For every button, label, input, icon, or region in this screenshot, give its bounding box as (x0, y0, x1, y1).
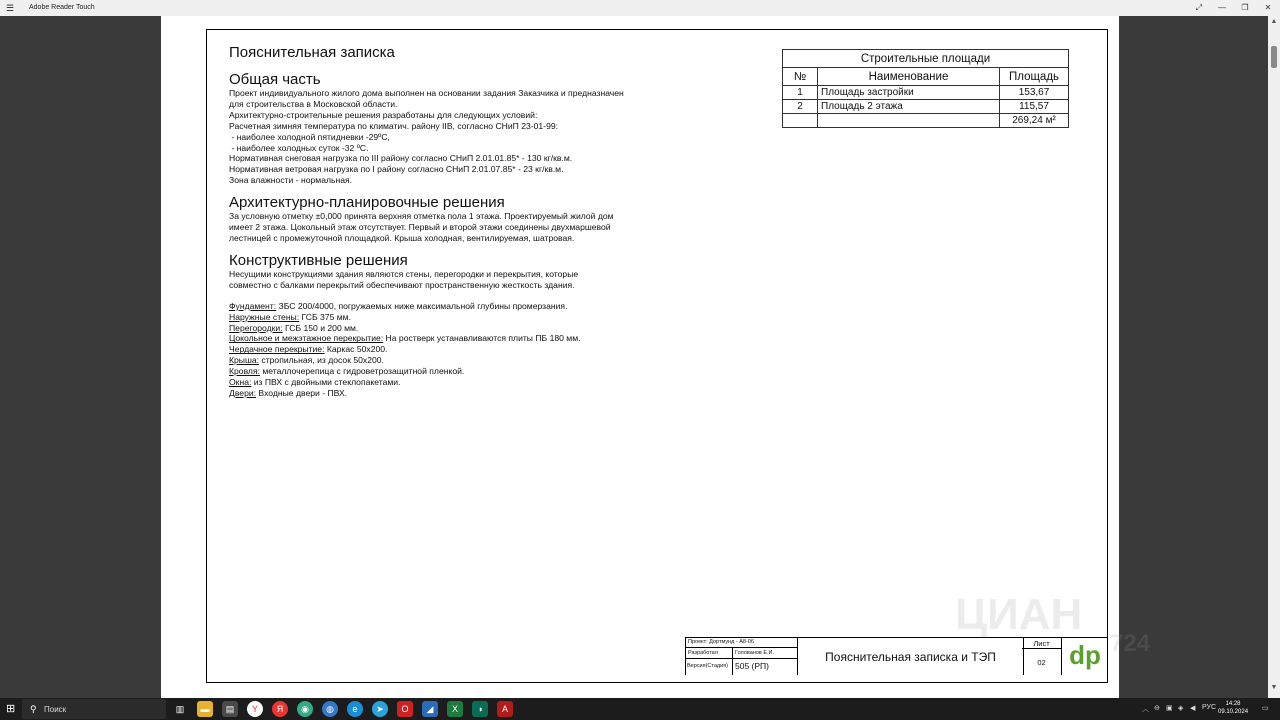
network-icon[interactable]: ◈ (1178, 705, 1184, 712)
spec-line: Двери: Входные двери - ПВХ. (229, 387, 348, 398)
areas-table-caption: Строительные площади (783, 50, 1069, 68)
store-icon[interactable]: ▤ (222, 701, 238, 717)
spec-line: Фундамент: ЗБС 200/4000, погружаемых ниже максимальной глубины промерзания. (229, 300, 568, 311)
language-indicator[interactable]: РУС (1202, 704, 1217, 711)
telegram-icon[interactable]: ➤ (372, 701, 388, 717)
section-heading-general: Общая часть (229, 71, 321, 88)
stamp-developer-name: Голованов Е.И. (733, 648, 797, 659)
areas-col-number: № (783, 68, 818, 86)
chrome-icon[interactable]: ◉ (297, 701, 313, 717)
spec-line: Наружные стены: ГСБ 375 мм. (229, 311, 351, 322)
table-row: 269,24 м² (783, 114, 1069, 128)
section-text-general: Проект индивидуального жилого дома выполнен на основании задания Заказчика и предназначен для строительства в Московской области. Архитектурно-строительные решения разработаны для следующих условий: Расчетная зимняя температура по климатич. району IIВ, согласно СНиП 23-01-99: - наиболее холодной пятидневки -29ºС, - наиболее холодных суток -32 ºС. Нормативная снеговая нагрузка по III району согласно СНиП 2.01.01.85* - 130 кг/кв.м. Нормативная ветровая нагрузка по I району согласно СНиП 2.01.07.85* - 23 кг/кв.м. Зона влажности - нормальная. (229, 88, 624, 186)
tray-chevron-icon[interactable]: ︿ (1142, 706, 1149, 713)
app-icon[interactable]: ◢ (422, 701, 438, 717)
areas-col-name: Наименование (818, 68, 1000, 86)
stamp-project: Проект: Дортмунд - А8-06 (686, 638, 797, 648)
adobe-reader-icon[interactable]: A (497, 701, 513, 717)
section-heading-structure: Конструктивные решения (229, 251, 408, 269)
explorer-icon[interactable]: ▬ (197, 701, 213, 717)
spec-line: Цокольное и межэтажное перекрытие: На ростверк устанавливаются плиты ПБ 180 мм. (229, 333, 581, 344)
stamp-sheet-number: 02 (1022, 649, 1062, 675)
restore-icon[interactable]: ❐ (1241, 3, 1249, 12)
watermark-icon: 724 (1110, 630, 1151, 657)
areas-table (782, 49, 1069, 128)
stamp-title: Пояснительная записка и ТЭП (797, 638, 1024, 675)
minimize-icon[interactable]: — (1218, 3, 1226, 12)
taskbar-search[interactable] (22, 699, 166, 719)
excel-icon[interactable]: X (447, 701, 463, 717)
spec-line: Кровля: металлочерепица с гидроветрозащитной пленкой. (229, 366, 465, 377)
taskbar (0, 698, 1280, 720)
stamp-version-value: 505 (РП) (735, 661, 769, 671)
stamp-developer-label: Разработал (686, 648, 733, 659)
app-titlebar (0, 0, 1280, 16)
section-text-structure: Несущими конструкциями здания являются стены, перегородки и перекрытия, которые совместно с балками перекрытий обеспечивают пространственную жесткость здания. (229, 268, 579, 290)
opera-icon[interactable]: O (397, 701, 413, 717)
section-heading-architecture: Архитектурно-планировочные решения (229, 194, 505, 212)
yandex-icon[interactable]: Я (272, 701, 288, 717)
clock-time: 14:28 (1225, 701, 1241, 707)
spec-line: Крыша: стропильная, из досок 50х200. (229, 355, 384, 366)
spec-line: Чердачное перекрытие: Каркас 50х200. (229, 344, 388, 355)
spec-line: Перегородки: ГСБ 150 и 200 мм. (229, 322, 359, 333)
search-icon: ⚲ (30, 704, 37, 714)
dp-logo-icon: dp (1069, 640, 1101, 670)
notification-icon[interactable]: ▭ (1262, 705, 1269, 712)
section-text-architecture: За условную отметку ±0,000 принята верхняя отметка пола 1 этажа. Проектируемый жилой дом имеет 2 этажа. Цокольный этаж отсутствует. Первый и второй этажи соединены двухмаршевой лестницей с промежуточной площадкой. Крыша холодная, вентилируемая, шатровая. (229, 211, 614, 243)
vertical-scrollbar[interactable] (1268, 16, 1280, 698)
app-icon[interactable]: ◑ (472, 701, 488, 717)
yandex-browser-icon[interactable]: Y (247, 701, 263, 717)
page-title: Пояснительная записка (229, 44, 395, 61)
edge-icon[interactable]: e (347, 701, 363, 717)
expand-icon[interactable]: ⤢ (1195, 3, 1203, 12)
clock[interactable] (1218, 700, 1248, 716)
hamburger-icon[interactable]: ☰ (6, 3, 15, 13)
tray-app-icon[interactable]: ▣ (1166, 705, 1173, 712)
spec-line: Окна: из ПВХ с двойными стеклопакетами. (229, 377, 401, 388)
scroll-down-icon[interactable]: ▼ (1270, 684, 1278, 691)
table-row: 1 Площадь застройки 153,67 (783, 86, 1069, 100)
scroll-up-icon[interactable]: ▲ (1270, 18, 1278, 25)
drawing-frame (206, 29, 1108, 683)
table-row: 2 Площадь 2 этажа 115,57 (783, 100, 1069, 114)
windows-start-icon[interactable]: ⊞ (6, 703, 16, 715)
watermark-icon: ЦИАН (955, 590, 1083, 639)
clock-date: 09.10.2024 (1218, 709, 1249, 715)
task-view-icon[interactable]: ▥ (175, 704, 185, 714)
app-title: Adobe Reader Touch (29, 4, 95, 11)
scroll-thumb[interactable] (1271, 46, 1277, 68)
areas-col-area: Площадь (1000, 68, 1069, 86)
globe-icon[interactable]: ◍ (322, 701, 338, 717)
close-icon[interactable]: ✕ (1264, 3, 1272, 12)
title-block (685, 637, 1108, 675)
search-placeholder: Поиск (44, 705, 67, 714)
stamp-sheet-label: Лист (1022, 638, 1062, 649)
volume-icon[interactable]: ◀ (1190, 705, 1196, 712)
stamp-version-label: Версия(Стадия) (686, 659, 733, 675)
tray-app-icon[interactable]: ⊖ (1154, 705, 1160, 712)
document-text (229, 44, 669, 399)
